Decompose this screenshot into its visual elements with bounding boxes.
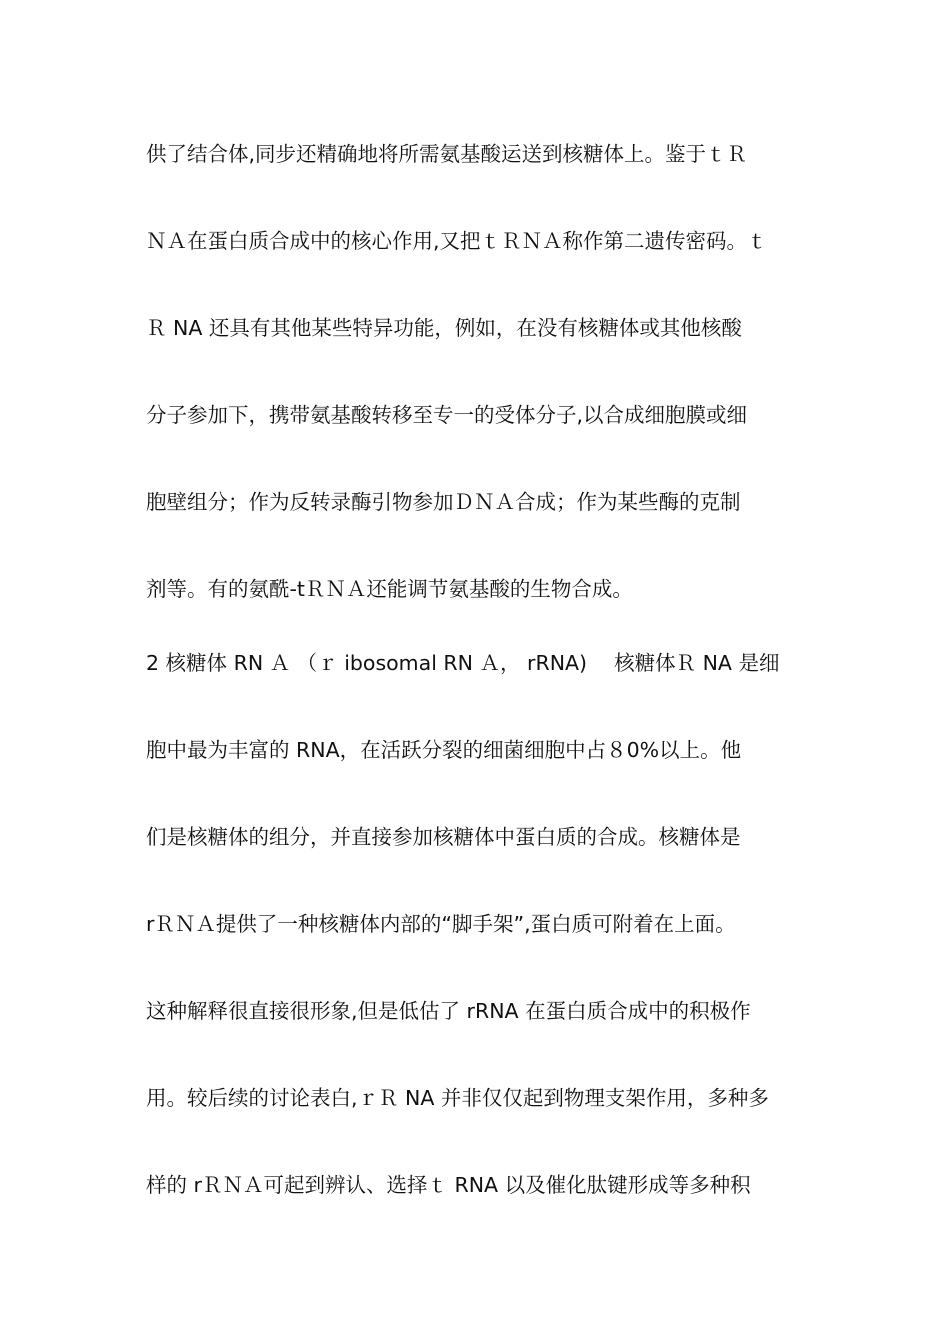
text-line: ＮＡ在蛋白质合成中的核心作用,又把ｔＲＮＡ称作第二遗传密码。ｔ (146, 229, 768, 253)
text-line: 分子参加下，携带氨基酸转移至专一的受体分子,以合成细胞膜或细 (146, 403, 748, 427)
text-line: 们是核糖体的组分，并直接参加核糖体中蛋白质的合成。核糖体是 (146, 825, 741, 849)
text-line: 剂等。有的氨酰-tＲＮＡ还能调节氨基酸的生物合成。 (146, 577, 633, 601)
text-line: 样的 rＲＮＡ可起到辨认、选择ｔ RNA 以及催化肽键形成等多种积 (146, 1173, 751, 1197)
text-line: 胞中最为丰富的 RNA，在活跃分裂的细菌细胞中占８0%以上。他 (146, 738, 742, 762)
text-line: Ｒ NA 还具有其他某些特异功能，例如，在没有核糖体或其他核酸 (146, 316, 742, 340)
text-line: rＲＮＡ提供了一种核糖体内部的“脚手架”,蛋白质可附着在上面。 (146, 912, 736, 936)
text-line: 这种解释很直接很形象,但是低估了 rRNA 在蛋白质合成中的积极作 (146, 999, 751, 1023)
text-line: 用。较后续的讨论表白,ｒＲ NA 并非仅仅起到物理支架作用，多种多 (146, 1086, 769, 1110)
text-line: 供了结合体,同步还精确地将所需氨基酸运送到核糖体上。鉴于ｔＲ (146, 142, 748, 166)
section-heading-line: 2 核糖体 RN Ａ （ｒ ibosomal RN Ａ， rRNA) 核糖体Ｒ NA 是细 (146, 651, 780, 675)
text-line: 胞壁组分；作为反转录酶引物参加ＤＮＡ合成；作为某些酶的克制 (146, 490, 741, 514)
